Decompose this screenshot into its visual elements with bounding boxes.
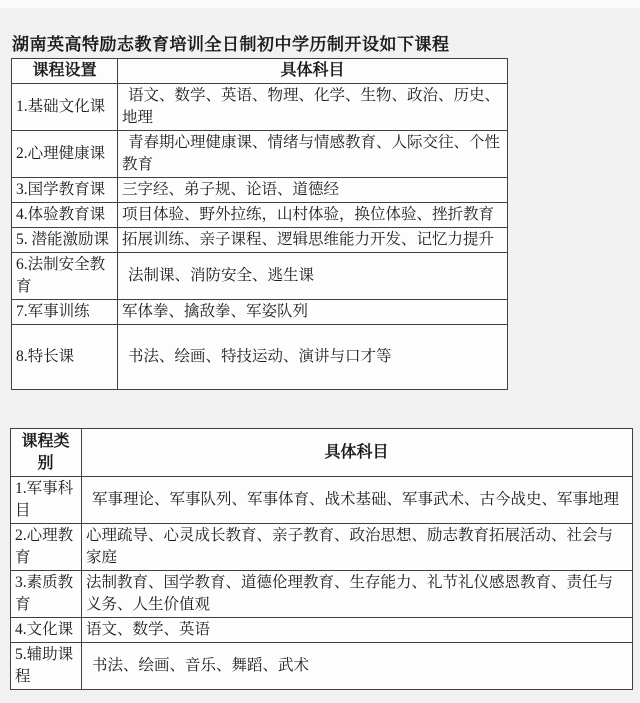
table-row [12,325,508,390]
subjects-cell: 语文、数学、英语、物理、化学、生物、政治、历史、地理 [118,84,508,131]
table-row [12,253,508,300]
course-category-cell: 7.军事训练 [12,300,118,325]
page-title: 湖南英高特励志教育培训全日制初中学历制开设如下课程 [12,35,450,54]
course-category-cell: 4.体验教育课 [12,203,118,228]
table-row [11,571,633,618]
table-header-row [12,59,508,84]
table-row [12,228,508,253]
course-category-cell: 2.心理教育 [11,524,82,571]
table-row [12,300,508,325]
column-header-course-setup: 课程设置 [12,59,118,84]
subjects-cell: 拓展训练、亲子课程、逻辑思维能力开发、记忆力提升 [118,228,508,253]
column-header-subjects: 具体科目 [82,429,633,477]
subjects-cell: 军事理论、军事队列、军事体育、战术基础、军事武术、古今战史、军事地理 [82,477,633,524]
table-row [11,643,633,690]
subjects-cell: 法制课、消防安全、逃生课 [118,253,508,300]
subjects-cell: 语文、数学、英语 [82,618,633,643]
course-category-cell: 8.特长课 [12,325,118,390]
table-row [12,131,508,178]
subjects-cell: 心理疏导、心灵成长教育、亲子教育、政治思想、励志教育拓展活动、社会与家庭 [82,524,633,571]
subjects-cell: 书法、绘画、音乐、舞蹈、武术 [82,643,633,690]
table-row [11,524,633,571]
subjects-cell: 法制教育、国学教育、道德伦理教育、生存能力、礼节礼仪感恩教育、责任与义务、人生价值观 [82,571,633,618]
table-row [12,178,508,203]
course-category-cell: 6.法制安全教育 [12,253,118,300]
column-header-subjects: 具体科目 [118,59,508,84]
subjects-cell: 青春期心理健康课、情绪与情感教育、人际交往、个性教育 [118,131,508,178]
table-row [11,618,633,643]
subjects-cell: 书法、绘画、特技运动、演讲与口才等 [118,325,508,390]
subjects-cell: 项目体验、野外拉练，山村体验，换位体验、挫折教育 [118,203,508,228]
table-row [12,84,508,131]
course-category-cell: 2.心理健康课 [12,131,118,178]
course-category-cell: 1.军事科目 [11,477,82,524]
course-category-cell: 4.文化课 [11,618,82,643]
curriculum-table-1 [11,58,508,390]
column-header-course-category: 课程类别 [11,429,82,477]
course-category-cell: 3.国学教育课 [12,178,118,203]
top-strip [0,0,640,8]
curriculum-table-2 [10,428,633,690]
table-header-row [11,429,633,477]
course-category-cell: 1.基础文化课 [12,84,118,131]
table-row [11,477,633,524]
table-row [12,203,508,228]
subjects-cell: 三字经、弟子规、论语、道德经 [118,178,508,203]
course-category-cell: 3.素质教育 [11,571,82,618]
course-category-cell: 5.辅助课程 [11,643,82,690]
course-category-cell: 5. 潜能激励课 [12,228,118,253]
subjects-cell: 军体拳、擒敌拳、军姿队列 [118,300,508,325]
